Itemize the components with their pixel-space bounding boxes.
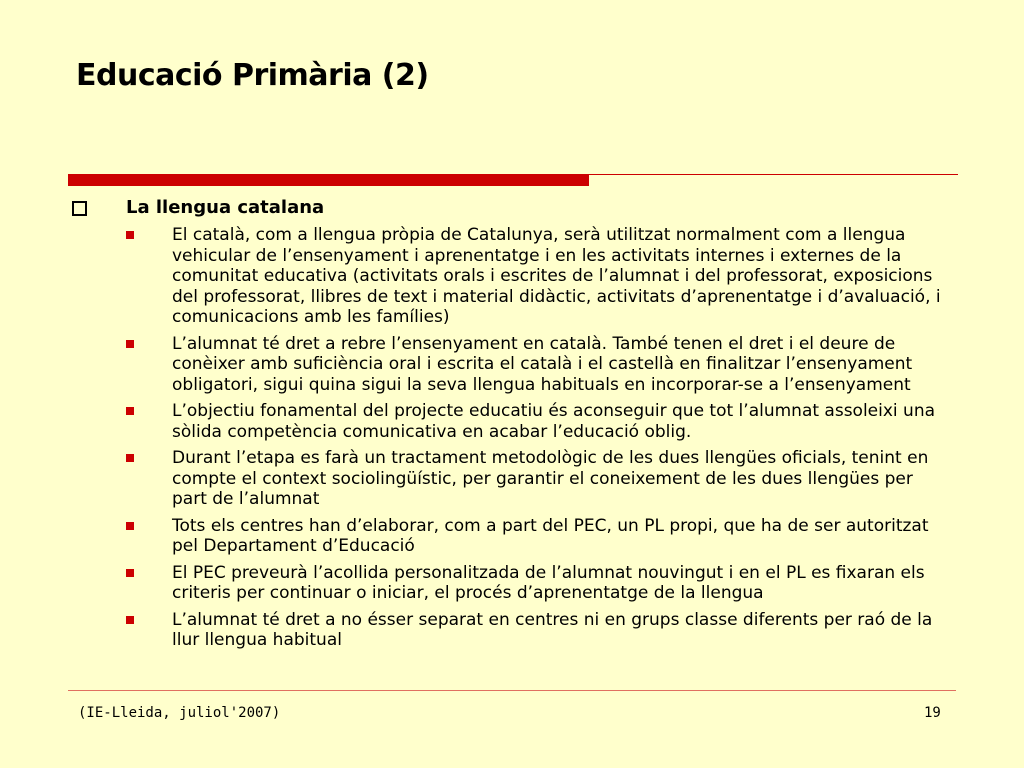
bullet-text: L’objectiu fonamental del projecte educatiu és aconseguir que tot l’alumnat assoleixi una sòlida competència comunicativa en acabar l’educació oblig. bbox=[172, 401, 936, 442]
list-item bbox=[70, 448, 950, 510]
bullet-text: El PEC preveurà l’acollida personalitzada de l’alumnat nouvingut i en el PL es fixaran els criteris per continuar o iniciar, el procés d’aprenentatge de la llengua bbox=[172, 562, 925, 603]
red-square-bullet-icon bbox=[126, 569, 134, 577]
section-heading-item bbox=[70, 196, 950, 220]
list-item bbox=[70, 516, 950, 557]
list-item bbox=[70, 401, 950, 442]
page-number: 19 bbox=[924, 705, 941, 721]
section-heading: La llengua catalana bbox=[126, 197, 325, 218]
slide-body bbox=[70, 196, 950, 657]
title-divider bbox=[68, 174, 958, 186]
bullet-text: Durant l’etapa es farà un tractament metodològic de les dues llengües oficials, tenint en compte el context sociolingüístic, per garantir el coneixement de les dues llengües per part de l’alumnat bbox=[172, 448, 929, 509]
bullet-text: El català, com a llengua pròpia de Catalunya, serà utilitzat normalment com a llengua vehicular de l’ensenyament i aprenentatge i en les activitats internes i externes de la comunitat educativa (activitats orals i escrites de l’alumnat i del professorat, exposicions del professorat, llibres de text i material didàctic, activitats d’aprenentatge i d’avaluació, i comunicacions amb les famílies) bbox=[172, 225, 941, 327]
red-square-bullet-icon bbox=[126, 340, 134, 348]
list-item bbox=[70, 225, 950, 328]
list-item bbox=[70, 334, 950, 396]
red-square-bullet-icon bbox=[126, 454, 134, 462]
divider-thick-bar bbox=[68, 174, 589, 186]
bullet-text: Tots els centres han d’elaborar, com a part del PEC, un PL propi, que ha de ser autoritzat pel Departament d’Educació bbox=[172, 515, 929, 556]
bullet-list bbox=[70, 225, 950, 651]
red-square-bullet-icon bbox=[126, 616, 134, 624]
slide-title: Educació Primària (2) bbox=[76, 58, 429, 93]
bullet-text: L’alumnat té dret a rebre l’ensenyament en català. També tenen el dret i el deure de conèixer amb suficiència oral i escrita el català i el castellà en finalitzar l’ensenyament obligatori, sigui quina sigui la seva llengua habituals en incorporar-se a l’ensenyament bbox=[172, 333, 913, 395]
footer-source: (IE-Lleida, juliol'2007) bbox=[78, 705, 281, 721]
red-square-bullet-icon bbox=[126, 231, 134, 239]
red-square-bullet-icon bbox=[126, 522, 134, 530]
hollow-square-bullet-icon bbox=[72, 201, 87, 216]
footer-divider bbox=[68, 690, 956, 691]
list-item bbox=[70, 563, 950, 604]
red-square-bullet-icon bbox=[126, 407, 134, 415]
divider-thin-line bbox=[589, 174, 958, 175]
list-item bbox=[70, 610, 950, 651]
bullet-text: L’alumnat té dret a no ésser separat en centres ni en grups classe diferents per raó de la llur llengua habitual bbox=[172, 609, 933, 650]
